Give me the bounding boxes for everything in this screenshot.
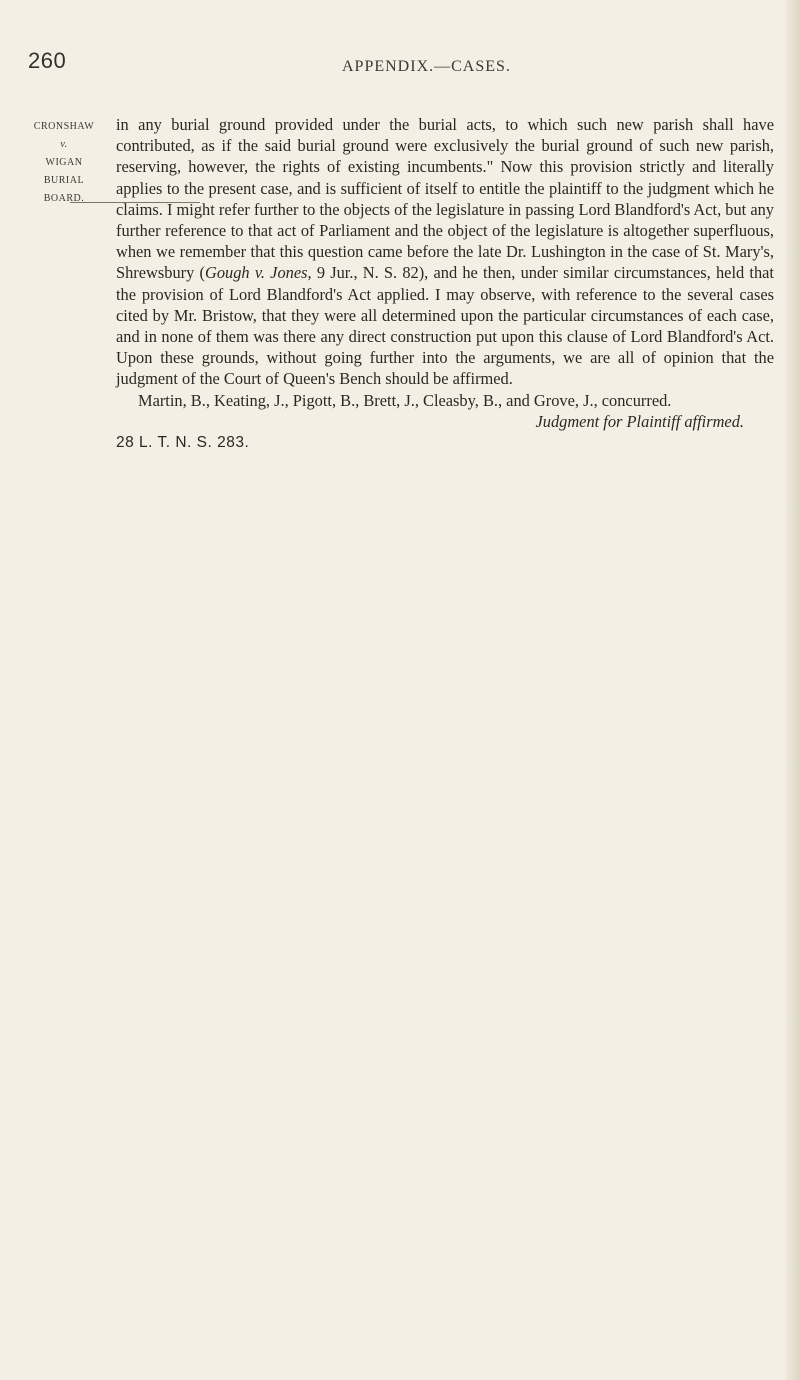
paragraph-1-continued: 9 Jur., N. S. 82), and he then, under similar circumstances, held that the provision of Lord Blandford's Act applied. I may observe, with reference to the several cases cited by Mr. Bristow, that they were all determined upon the particular circumstances of each case, and in none of them was there any direct construction put upon this clause of Lord Blandford's Act. Upon these grounds, without going further into the arguments, we are all of opinion that the judgment of the Court of Queen's Bench should be affirmed.: [116, 263, 774, 389]
paragraph-2: Martin, B., Keating, J., Pigott, B., Brett, J., Cleasby, B., and Grove, J., concurred.: [138, 390, 672, 410]
margin-note-line: BOARD.: [43, 193, 85, 204]
citation: 28 L. T. N. S. 283.: [116, 434, 250, 452]
margin-note: [28, 118, 100, 208]
paragraph-1: [116, 114, 774, 390]
running-head: APPENDIX.—CASES.: [342, 58, 511, 75]
page-number: 260: [28, 48, 67, 73]
case-name: Gough v. Jones,: [204, 263, 312, 283]
margin-note-line: BURIAL: [43, 175, 85, 186]
margin-note-line: WIGAN: [45, 157, 83, 168]
page-edge: [786, 0, 800, 1380]
margin-note-line: CRONSHAW: [33, 121, 95, 132]
judgment-line: Judgment for Plaintiff affirmed.: [535, 411, 744, 431]
paragraph-1-text: in any burial ground provided under the burial acts, to which such new parish shall have contributed, as if the said burial ground were exclusively the burial ground of such new parish, reserving, however, the rights of existing incumbents." Now this provision strictly and literally applies to the present case, and is sufficient of itself to entitle the plaintiff to the judgment which he claims. I might refer further to the objects of the legislature in passing Lord Blandford's Act, but any further reference to that act of Parliament and the object of the legislature is altogether superfluous, when we remember that this question came before the late Dr. Lushington in the case of St. Mary's, Shrewsbury (: [116, 115, 774, 283]
margin-note-line: v.: [60, 139, 68, 150]
body-text: [116, 114, 774, 453]
